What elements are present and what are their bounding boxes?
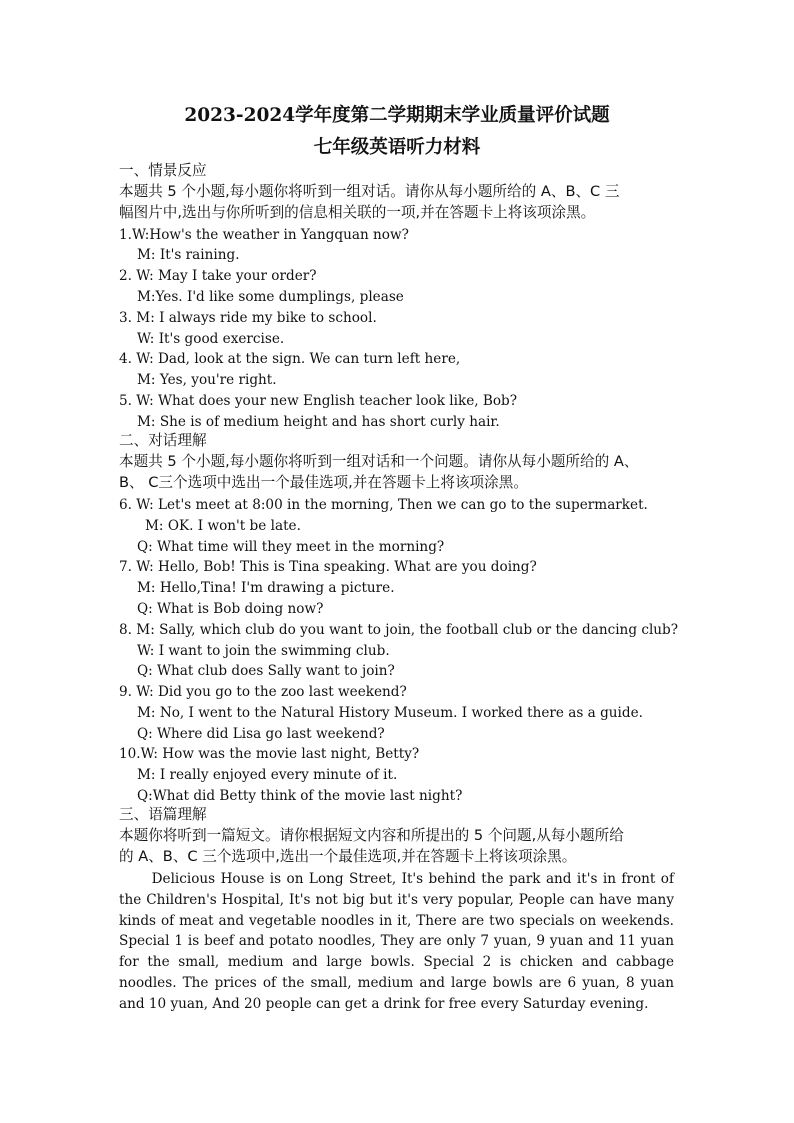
section1-instruction-line1: 本题共 5 个小题,每小题你将听到一组对话。请你从每小题所给的 A、B、C 三 bbox=[119, 183, 620, 200]
dialogue-line: M: Hello,Tina! I'm drawing a picture. bbox=[137, 580, 395, 596]
dialogue-line: M: OK. I won't be late. bbox=[145, 518, 301, 534]
dialogue-line: Q: Where did Lisa go last weekend? bbox=[137, 726, 385, 742]
dialogue-line: 7. W: Hello, Bob! This is Tina speaking. What are you doing? bbox=[119, 559, 537, 575]
section1-heading: 一、情景反应 bbox=[119, 162, 207, 179]
dialogue-line: M: She is of medium height and has short curly hair. bbox=[137, 414, 500, 430]
dialogue-line: 8. M: Sally, which club do you want to join, the football club or the dancing club? bbox=[119, 622, 679, 638]
dialogue-line: Q: What time will they meet in the morning? bbox=[137, 539, 445, 555]
dialogue-line: 10.W: How was the movie last night, Betty? bbox=[119, 746, 420, 762]
dialogue-line: 2. W: May I take your order? bbox=[119, 268, 317, 284]
dialogue-line: 9. W: Did you go to the zoo last weekend? bbox=[119, 684, 407, 700]
section3-instruction-line2: 的 A、B、C 三个选项中,选出一个最佳选项,并在答题卡上将该项涂黑。 bbox=[119, 848, 577, 865]
section1-instruction-line2: 幅图片中,选出与你所听到的信息相关联的一项,并在答题卡上将该项涂黑。 bbox=[119, 204, 596, 221]
section2-instruction-line1: 本题共 5 个小题,每小题你将听到一组对话和一个问题。请你从每小题所给的 A、 bbox=[119, 453, 639, 470]
dialogue-line: W: It's good exercise. bbox=[137, 331, 285, 347]
dialogue-line: 3. M: I always ride my bike to school. bbox=[119, 310, 377, 326]
passage-text: Delicious House is on Long Street, It's behind the park and it's in front of the Children's Hospital, It's not big but it's very popular, People can have many kinds of meat and vegetable noodles in it, There are two specials on weekends. Special 1 is beef and potato noodles, They are only 7 yuan, 9 yuan and 11 yuan for the small, medium and large bowls. Special 2 is chicken and cabbage noodles. The prices of the small, medium and large bowls are 6 yuan, 8 yuan and 10 yuan, And 20 people can get a drink for free every Saturday evening. bbox=[119, 871, 674, 1012]
dialogue-line: Q: What is Bob doing now? bbox=[137, 601, 324, 617]
dialogue-line: M: No, I went to the Natural History Museum. I worked there as a guide. bbox=[137, 705, 643, 721]
section3-instruction-line1: 本题你将听到一篇短文。请你根据短文内容和所提出的 5 个问题,从每小题所给 bbox=[119, 827, 624, 844]
dialogue-line: M: Yes, you're right. bbox=[137, 372, 277, 388]
page-subtitle: 七年级英语听力材料 bbox=[313, 137, 481, 158]
page-title: 2023-2024学年度第二学期期末学业质量评价试题 bbox=[184, 105, 610, 126]
section2-instruction-line2: B、 C三个选项中选出一个最佳选项,并在答题卡上将该项涂黑。 bbox=[119, 474, 528, 491]
dialogue-line: 4. W: Dad, look at the sign. We can turn left here, bbox=[119, 351, 461, 367]
dialogue-line: M:Yes. I'd like some dumplings, please bbox=[137, 289, 404, 305]
dialogue-line: Q:What did Betty think of the movie last night? bbox=[137, 788, 463, 804]
dialogue-line: M: It's raining. bbox=[137, 247, 240, 263]
dialogue-line: M: I really enjoyed every minute of it. bbox=[137, 767, 398, 783]
dialogue-line: Q: What club does Sally want to join? bbox=[137, 663, 395, 679]
dialogue-line: 5. W: What does your new English teacher look like, Bob? bbox=[119, 393, 518, 409]
dialogue-line: W: I want to join the swimming club. bbox=[137, 643, 390, 659]
dialogue-line: 6. W: Let's meet at 8:00 in the morning, Then we can go to the supermarket. bbox=[119, 497, 648, 513]
section2-heading: 二、对话理解 bbox=[119, 432, 207, 449]
dialogue-line: 1.W:How's the weather in Yangquan now? bbox=[119, 227, 409, 243]
section3-heading: 三、语篇理解 bbox=[119, 806, 207, 823]
